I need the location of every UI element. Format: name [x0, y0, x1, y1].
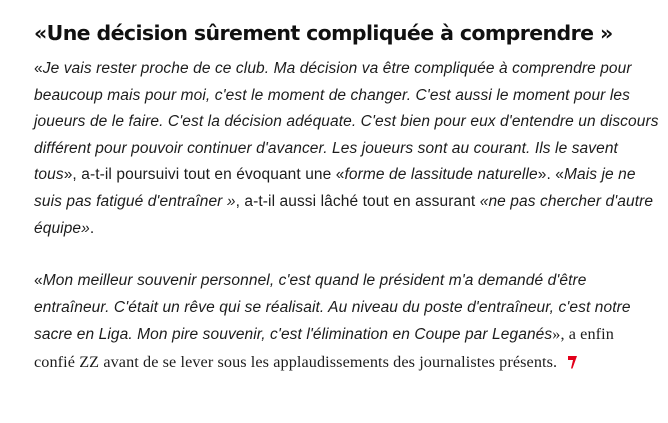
narration-4: . [89, 219, 95, 237]
paragraph-2 [34, 268, 659, 376]
quote-close-mark: » [552, 325, 561, 344]
red-quote-end-icon [567, 352, 577, 366]
quote-2: forme de lassitude naturelle [344, 166, 538, 184]
narration-1: », a-t-il poursuivi tout en évoquant une « [63, 166, 345, 184]
quote-5: Mon meilleur souvenir personnel, c'est quand le président m'a demandé d'être entraîneur. C'était un rêve qui se réalisait. Au niveau du poste d'entraîneur, c'est notre sacre en Liga. Mon pire souvenir, c'est l'élimination en Coupe par Leganés [34, 272, 631, 344]
quote-open-mark-2: « [34, 272, 43, 290]
narration-3: , a-t-il aussi lâché tout en assurant [235, 192, 480, 210]
section-heading: «Une décision sûrement compliquée à comprendre » [34, 21, 613, 45]
narration-5: , a enfin confié ZZ avant de se lever sous les applaudissements des journalistes présents. [34, 325, 614, 371]
quote-1: Je vais rester proche de ce club. Ma décision va être compliquée à comprendre pour beaucoup mais pour moi, c'est le moment de changer. C'est aussi le moment pour les joueurs de le faire. C'est la décision adéquate. C'est bien pour eux d'entendre un discours différent pour pouvoir continuer d'avancer. Les joueurs sont au courant. Ils le savent tous [34, 60, 659, 184]
quote-open-mark: « [34, 60, 43, 77]
article-body [34, 18, 659, 377]
narration-2: ». « [537, 166, 564, 184]
paragraph-1 [34, 56, 659, 242]
quote-4: «ne pas chercher d'autre équipe» [34, 192, 654, 237]
quote-3: Mais je ne suis pas fatigué d'entraîner » [34, 166, 636, 210]
